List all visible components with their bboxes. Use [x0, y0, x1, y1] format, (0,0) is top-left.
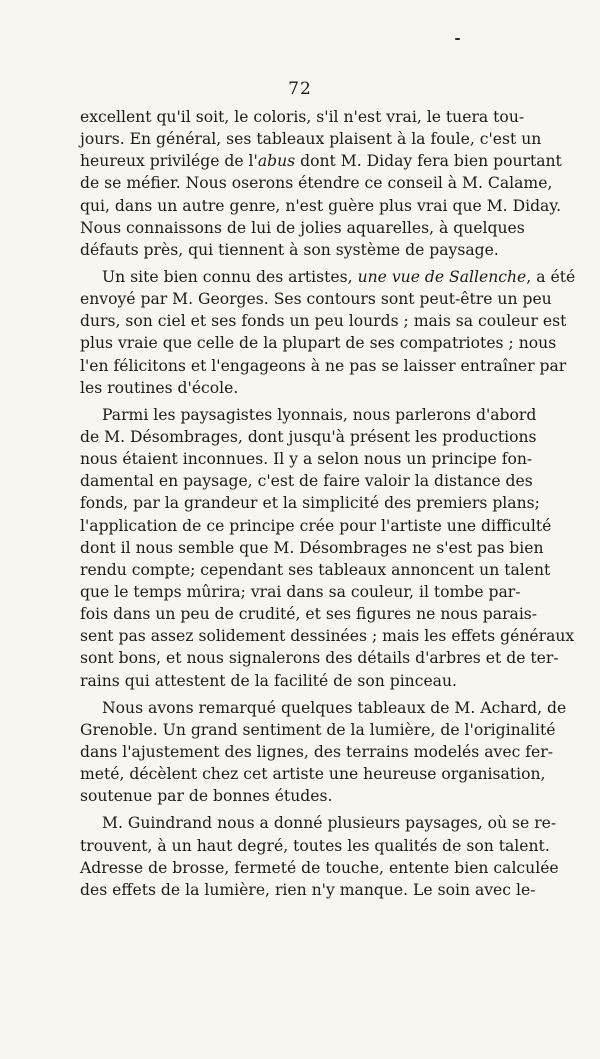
text-line: l'application de ce principe crée pour l'artiste une difficulté: [80, 516, 552, 535]
text-line: rendu compte; cependant ses tableaux annoncent un talent: [80, 560, 551, 579]
ink-speck: [455, 38, 460, 40]
text-line: les routines d'école.: [80, 378, 239, 397]
text-line: durs, son ciel et ses fonds un peu lourds ; mais sa couleur est: [80, 312, 567, 331]
text-line: meté, décèlent chez cet artiste une heureuse organisation,: [80, 765, 546, 784]
text-line: des effets de la lumière, rien n'y manque. Le soin avec le-: [80, 880, 536, 899]
text-line: sent pas assez solidement dessinées ; mais les effets généraux: [80, 627, 575, 646]
text-line: Nous avons remarqué quelques tableaux de M. Achard, de: [102, 698, 567, 717]
text-line: jours. En général, ses tableaux plaisent à la foule, c'est un: [80, 130, 542, 149]
body-text: [80, 106, 576, 901]
text-line: l'en félicitons et l'engageons à ne pas se laisser entraîner par: [80, 356, 567, 375]
text-line: fois dans un peu de crudité, et ses figures ne nous parais-: [80, 605, 538, 624]
italic-phrase: une vue de Sallenche: [357, 267, 527, 286]
text-line: M. Guindrand nous a donné plusieurs paysages, où se re-: [102, 814, 557, 833]
text-line: défauts près, qui tiennent à son système de paysage.: [80, 240, 499, 259]
text-line: nous étaient inconnues. Il y a selon nous un principe fon-: [80, 450, 533, 469]
text-line: de M. Désombrages, dont jusqu'à présent les productions: [80, 427, 537, 446]
text-line: heureux privilége de l'abus dont M. Diday fera bien pourtant: [80, 152, 562, 171]
page-number: 72: [288, 79, 312, 99]
paragraph: [80, 266, 576, 399]
text-line: Grenoble. Un grand sentiment de la lumière, de l'originalité: [80, 720, 556, 739]
text-line: fonds, par la grandeur et la simplicité des premiers plans;: [80, 494, 540, 513]
text-line: Parmi les paysagistes lyonnais, nous parlerons d'abord: [102, 405, 537, 424]
text-line: que le temps mûrira; vrai dans sa couleur, il tombe par-: [80, 582, 521, 601]
text-line: plus vraie que celle de la plupart de ses compatriotes ; nous: [80, 334, 557, 353]
paragraph: [80, 697, 567, 808]
paragraph: [80, 812, 559, 901]
paragraph: [80, 106, 562, 261]
text-line: Adresse de brosse, fermeté de touche, entente bien calculée: [80, 858, 559, 877]
text-line: qui, dans un autre genre, n'est guère plus vrai que M. Diday.: [80, 196, 562, 215]
italic-phrase: abus: [257, 152, 296, 171]
text-line: rains qui attestent de la facilité de son pinceau.: [80, 671, 457, 690]
text-line: damental en paysage, c'est de faire valoir la distance des: [80, 472, 533, 491]
text-line: de se méfier. Nous oserons étendre ce conseil à M. Calame,: [80, 174, 553, 193]
text-line: excellent qu'il soit, le coloris, s'il n'est vrai, le tuera tou-: [80, 108, 525, 126]
text-line: dans l'ajustement des lignes, des terrains modelés avec fer-: [80, 742, 553, 761]
text-line: dont il nous semble que M. Désombrages ne s'est pas bien: [80, 538, 544, 557]
text-line: soutenue par de bonnes études.: [80, 787, 333, 806]
text-line: sont bons, et nous signalerons des détails d'arbres et de ter-: [80, 649, 559, 668]
text-line: trouvent, à un haut degré, toutes les qualités de son talent.: [80, 836, 550, 855]
text-line: envoyé par M. Georges. Ses contours sont peut-être un peu: [80, 290, 552, 309]
paragraph: [80, 404, 575, 692]
text-line: Nous connaissons de lui de jolies aquarelles, à quelques: [80, 218, 525, 237]
text-line: Un site bien connu des artistes, une vue de Sallenche, a été: [102, 267, 576, 286]
